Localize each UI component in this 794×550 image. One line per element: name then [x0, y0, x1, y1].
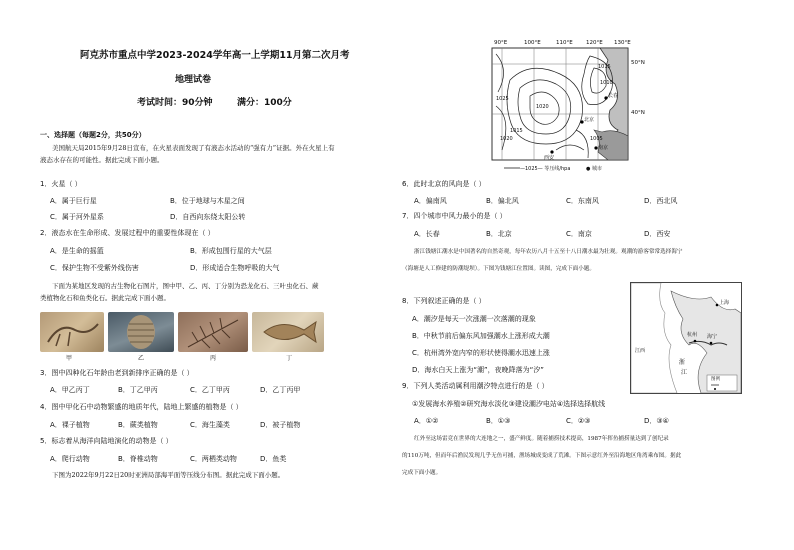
q9-option-d[interactable]: D．③④ [644, 417, 669, 425]
q9-stem: 9．下列人类活动属利用潮汐特点进行的是（ ） [402, 382, 549, 390]
q4-option-d[interactable]: D．被子植物 [260, 421, 301, 429]
q6-option-a[interactable]: A．偏南风 [414, 197, 447, 205]
tide-intro-2: （海塘是人工修建的防潮堤坝）。下图为钱塘江位置图。读图，完成下面小题。 [402, 266, 595, 272]
q7-option-a[interactable]: A．长春 [414, 230, 440, 238]
q8-option-d[interactable]: D．海水白天上涨为“潮”，夜晚降落为“汐” [412, 366, 544, 374]
city-beijing: 北京 [584, 117, 595, 123]
isobar-label-1015b: 1015 [510, 128, 523, 134]
q9-items: ①发展海水养殖②研究海水淡化③建设潮汐电站④选择选择航线 [412, 400, 606, 408]
q6-stem: 6．此时北京的风向是（ ） [402, 180, 486, 188]
q2-option-b[interactable]: B．形成包围行星的大气层 [190, 247, 272, 255]
fossil-label-bing: 丙 [210, 355, 217, 362]
q8-option-a[interactable]: A．潮汐是每天一次涨潮一次落潮的现象 [412, 315, 536, 323]
q7-option-c[interactable]: C．南京 [566, 230, 592, 238]
tide-intro-1: 浙江钱塘江潮水是中国著名的自然奇观，每年农历八月十五至十八日潮水最为壮观。观潮的游客常常选择海宁 [414, 249, 683, 255]
final-intro-1: 红外至这场雷竞在世界的大连地之一，盛产鲜度。随着捕捞技术提高，1987年挥鱼捕捞量达到了创纪录 [414, 436, 669, 442]
intro-line-1: 美国航天局2015年9月28日宣布，在火星表面发现了有液态水活动的“强有力”证据。外在火星上有 [52, 144, 335, 152]
q6-option-b[interactable]: B．偏北风 [486, 197, 519, 205]
exam-score: 满分：100分 [237, 98, 292, 108]
fern-fossil-image [178, 312, 248, 352]
fossil-intro-1: 下面为某地区发现的古生物化石图片，图中甲、乙、丙、丁分别为恐龙化石、三叶虫化石、蕨 [52, 282, 319, 290]
q5-stem: 5．标志着从海洋向陆地演化的动物是（ ） [40, 437, 173, 445]
lon-90: 90°E [494, 40, 508, 46]
final-intro-3: 完成下面小题。 [402, 470, 442, 476]
q5-option-b[interactable]: B．脊椎动物 [118, 455, 158, 463]
label-haining: 海宁 [707, 334, 718, 340]
q1-option-a[interactable]: A．属于巨行星 [50, 197, 97, 205]
q6-option-d[interactable]: D．西北风 [644, 197, 678, 205]
qiantang-map [630, 282, 742, 394]
q2-option-a[interactable]: A．是生命的摇篮 [50, 247, 104, 255]
isobar-label-1020a: 1020 [536, 104, 549, 110]
label-jiangxi: 江西 [635, 348, 646, 354]
isobar-label-1020b: 1020 [500, 136, 513, 142]
q7-stem: 7．四个城市中风力最小的是（ ） [402, 212, 507, 220]
q7-option-d[interactable]: D．西安 [644, 230, 671, 238]
trilobite-fossil-image [108, 312, 174, 352]
isobar-label-1010: 1010 [600, 80, 613, 86]
lon-130: 130°E [614, 40, 631, 46]
fossil-label-yi: 乙 [138, 355, 145, 362]
legend-isobar: —1025— 等压线/hpa [520, 166, 571, 172]
legend-city: ● 城市 [586, 166, 602, 172]
q2-option-c[interactable]: C．保护生物不受紫外线伤害 [50, 264, 139, 272]
q3-option-d[interactable]: D．乙丁丙甲 [260, 386, 301, 394]
q5-option-c[interactable]: C．两栖类动物 [190, 455, 237, 463]
label-jiang: 江 [681, 369, 688, 376]
fossil-label-jia: 甲 [66, 355, 73, 362]
final-intro-2: 的110万吨，但而年后渔民发现几乎无鱼可捕，渔场城成变成了荒滩。下图示意红外至沿海地区角湾乘布图。据此 [402, 453, 682, 459]
q3-stem: 3．图中四种化石年龄由老到新排序正确的是（ ） [40, 369, 194, 377]
lon-120: 120°E [586, 40, 603, 46]
q7-option-b[interactable]: B．北京 [486, 230, 512, 238]
q9-option-a[interactable]: A．①② [414, 417, 439, 425]
q1-option-d[interactable]: D．自西向东绕太阳公转 [170, 213, 246, 221]
q5-option-a[interactable]: A．爬行动物 [50, 455, 90, 463]
section-heading: 一、选择题（每题2分，共50分） [40, 131, 146, 139]
inset-legend: 图例 [711, 377, 720, 382]
q8-option-c[interactable]: C．杭州湾外宽内窄的形状使得潮水迅速上涨 [412, 349, 550, 357]
q3-option-c[interactable]: C．乙丁甲丙 [190, 386, 230, 394]
q1-stem: 1．火星（ ） [40, 180, 82, 188]
q2-stem: 2．液态水在生命形成、发展过程中的重要性体现在（ ） [40, 229, 215, 237]
exam-title: 阿克苏市重点中学2023-2024学年高一上学期11月第二次月考 [80, 50, 350, 61]
q9-option-c[interactable]: C．②③ [566, 417, 591, 425]
q5-option-d[interactable]: D．鱼类 [260, 455, 287, 463]
city-xian: 西安 [544, 155, 555, 161]
fish-fossil-image [252, 312, 324, 352]
q4-option-a[interactable]: A．裸子植物 [50, 421, 90, 429]
q3-option-a[interactable]: A．甲乙丙丁 [50, 386, 90, 394]
isobar-map [490, 40, 648, 174]
q1-option-b[interactable]: B．位于地球与木星之间 [170, 197, 245, 205]
exam-time: 考试时间：90分钟 [137, 98, 213, 108]
label-zhe: 浙 [679, 359, 686, 366]
isobar-label-1005: 1005 [590, 136, 603, 142]
map-intro: 下图为2022年9月22日20时亚洲局部海平面等压线分布图。据此完成下面小题。 [52, 471, 285, 479]
q9-option-b[interactable]: B．①③ [486, 417, 511, 425]
isobar-label-1025: 1025 [496, 96, 509, 102]
intro-line-2: 液态水存在的可能性。据此完成下面小题。 [40, 156, 164, 164]
city-changchun: 长春 [608, 93, 619, 99]
lat-50: 50°N [631, 60, 645, 66]
q4-stem: 4．图中甲化石中动物繁盛的地质年代，陆地上繁盛的植物是（ ） [40, 403, 243, 411]
exam-subject: 地理试卷 [175, 75, 212, 85]
q8-stem: 8．下列叙述正确的是（ ） [402, 297, 486, 305]
label-shanghai: 上海 [719, 300, 730, 306]
city-nanjing: 南京 [598, 145, 609, 151]
label-hangzhou: 杭州 [687, 332, 698, 338]
q4-option-b[interactable]: B．蕨类植物 [118, 421, 158, 429]
q3-option-b[interactable]: B．丁乙甲丙 [118, 386, 158, 394]
q2-option-d[interactable]: D．形成适合生物呼吸的大气 [190, 264, 280, 272]
q8-option-b[interactable]: B．中秋节前后偏东风加强潮水上涨形成大潮 [412, 332, 550, 340]
fossil-label-ding: 丁 [286, 355, 293, 362]
isobar-label-1015a: 1015 [598, 64, 611, 70]
lon-100: 100°E [524, 40, 541, 46]
dinosaur-fossil-image [40, 312, 104, 352]
lat-40: 40°N [631, 110, 645, 116]
q4-option-c[interactable]: C．海生藻类 [190, 421, 230, 429]
q6-option-c[interactable]: C．东南风 [566, 197, 599, 205]
q1-option-c[interactable]: C．属于河外星系 [50, 213, 104, 221]
fossil-intro-2: 类植物化石和鱼类化石。据此完成下面小题。 [40, 294, 170, 302]
lon-110: 110°E [556, 40, 573, 46]
